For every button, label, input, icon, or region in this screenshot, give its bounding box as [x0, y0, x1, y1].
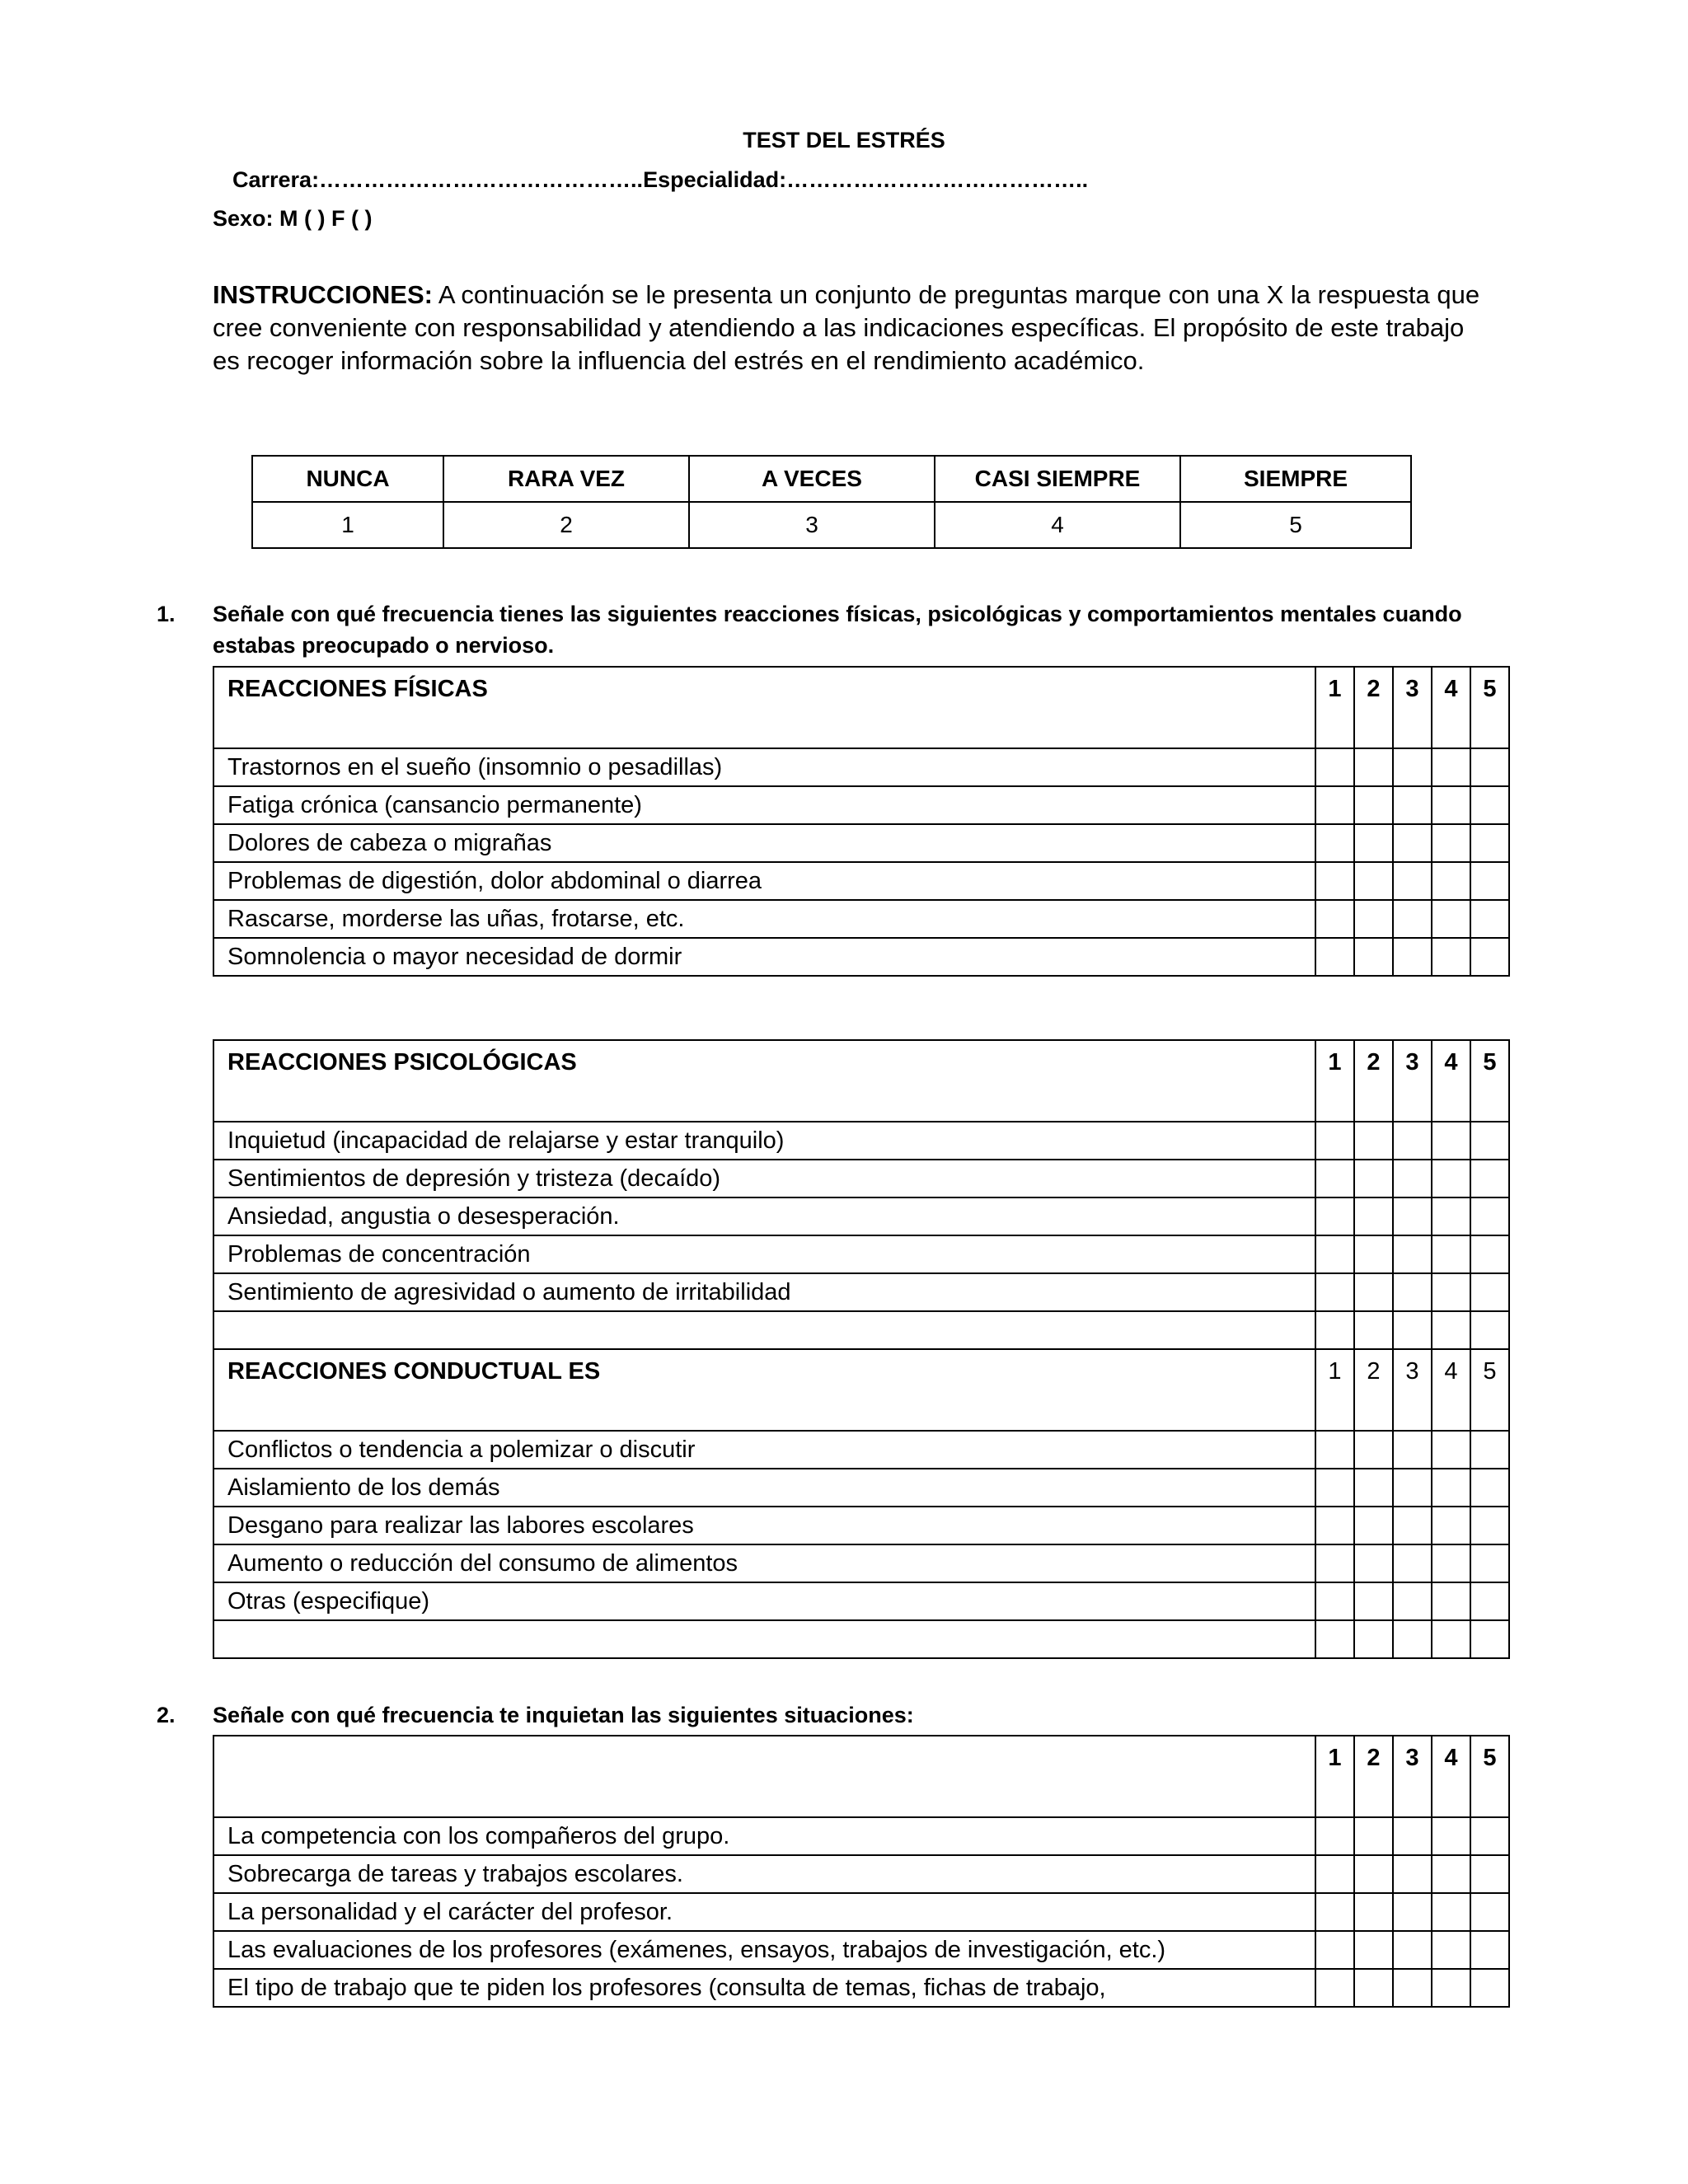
rating-checkbox-cell[interactable]	[1470, 1817, 1509, 1855]
table-row	[213, 900, 1509, 938]
rating-checkbox-cell[interactable]	[1354, 1431, 1393, 1469]
rating-checkbox-cell[interactable]	[1354, 1931, 1393, 1969]
rating-checkbox-cell[interactable]	[1393, 1235, 1432, 1273]
rating-checkbox-cell[interactable]	[1470, 1507, 1509, 1544]
rating-checkbox-cell[interactable]	[1470, 1544, 1509, 1582]
rating-checkbox-cell[interactable]	[1432, 1431, 1470, 1469]
rating-checkbox-cell[interactable]	[1470, 938, 1509, 976]
table-row	[213, 1855, 1509, 1893]
rating-checkbox-cell[interactable]	[1315, 1544, 1354, 1582]
rating-checkbox-cell[interactable]	[1315, 900, 1354, 938]
rating-checkbox-cell[interactable]	[1315, 1469, 1354, 1507]
rating-checkbox-cell[interactable]	[1354, 1620, 1393, 1658]
rating-column-header: 4	[1432, 667, 1470, 748]
rating-checkbox-cell[interactable]	[1393, 1582, 1432, 1620]
question-number: 2.	[157, 1703, 176, 1727]
psychological-behavioral-table	[213, 1039, 1510, 1659]
rating-checkbox-cell[interactable]	[1393, 786, 1432, 824]
rating-column-header: 3	[1393, 667, 1432, 748]
rating-checkbox-cell[interactable]	[1470, 1235, 1509, 1273]
carrera-especialidad-field[interactable]: Carrera:……………………………………..Especialidad:…………………………………..	[232, 167, 1089, 192]
instructions-text: A continuación se le presenta un conjunto de preguntas marque con una X la respuesta que cree conveniente con responsabilidad y atendiendo a las indicaciones específicas. El propósito de este trabajo es recoger información sobre la influencia del estrés en el rendimiento académico.	[213, 280, 1480, 375]
rating-checkbox-cell[interactable]	[1354, 1235, 1393, 1273]
rating-column-header: 2	[1354, 1040, 1393, 1122]
rating-column-header: 3	[1393, 1736, 1432, 1817]
rating-checkbox-cell[interactable]	[1470, 1620, 1509, 1658]
rating-checkbox-cell[interactable]	[1393, 1507, 1432, 1544]
rating-checkbox-cell[interactable]	[1393, 1160, 1432, 1197]
rating-checkbox-cell[interactable]	[1432, 1122, 1470, 1160]
table-row	[213, 1817, 1509, 1855]
rating-checkbox-cell[interactable]	[1315, 1197, 1354, 1235]
scale-label: A VECES	[689, 456, 935, 502]
rating-checkbox-cell[interactable]	[1432, 1620, 1470, 1658]
rating-checkbox-cell[interactable]	[1315, 1582, 1354, 1620]
rating-checkbox-cell[interactable]	[1393, 1817, 1432, 1855]
rating-checkbox-cell[interactable]	[1315, 824, 1354, 862]
rating-column-header: 2	[1354, 667, 1393, 748]
rating-checkbox-cell[interactable]	[1470, 1582, 1509, 1620]
scale-label: SIEMPRE	[1180, 456, 1411, 502]
rating-checkbox-cell[interactable]	[1393, 1273, 1432, 1311]
rating-checkbox-cell[interactable]	[1315, 1855, 1354, 1893]
rating-checkbox-cell[interactable]	[1354, 1273, 1393, 1311]
question-number: 1.	[157, 602, 176, 626]
item-label: Trastornos en el sueño (insomnio o pesadillas)	[213, 748, 1315, 786]
rating-checkbox-cell[interactable]	[1354, 1507, 1393, 1544]
table-row	[213, 1273, 1509, 1311]
rating-checkbox-cell[interactable]	[1393, 1855, 1432, 1893]
table-row	[213, 1507, 1509, 1544]
rating-checkbox-cell[interactable]	[1432, 748, 1470, 786]
item-label: Sobrecarga de tareas y trabajos escolares.	[213, 1855, 1315, 1893]
item-label: La personalidad y el carácter del profesor.	[213, 1893, 1315, 1931]
rating-checkbox-cell[interactable]	[1354, 1582, 1393, 1620]
rating-column-header: 2	[1354, 1736, 1393, 1817]
item-label: Fatiga crónica (cansancio permanente)	[213, 786, 1315, 824]
rating-checkbox-cell[interactable]	[1315, 748, 1354, 786]
instructions	[213, 279, 1482, 377]
table-row	[213, 1931, 1509, 1969]
rating-checkbox-cell[interactable]	[1354, 1969, 1393, 2007]
rating-checkbox-cell[interactable]	[1470, 1469, 1509, 1507]
section-header	[213, 1736, 1315, 1817]
rating-checkbox-cell[interactable]	[1470, 1893, 1509, 1931]
table-row	[213, 1311, 1509, 1349]
table-row	[213, 1160, 1509, 1197]
rating-checkbox-cell[interactable]	[1470, 1855, 1509, 1893]
rating-checkbox-cell[interactable]	[1354, 862, 1393, 900]
section-header: REACCIONES PSICOLÓGICAS	[213, 1040, 1315, 1122]
rating-checkbox-cell[interactable]	[1315, 1620, 1354, 1658]
rating-column-header: 4	[1432, 1736, 1470, 1817]
rating-checkbox-cell[interactable]	[1354, 786, 1393, 824]
rating-checkbox-cell[interactable]	[1470, 1160, 1509, 1197]
rating-checkbox-cell[interactable]	[1432, 1817, 1470, 1855]
rating-checkbox-cell[interactable]	[1393, 748, 1432, 786]
rating-column-header: 1	[1315, 1349, 1354, 1431]
scale-value: 2	[443, 502, 689, 548]
table-row	[213, 786, 1509, 824]
section-header: REACCIONES CONDUCTUAL ES	[213, 1349, 1315, 1431]
rating-checkbox-cell[interactable]	[1354, 1855, 1393, 1893]
rating-column-header: 4	[1432, 1040, 1470, 1122]
rating-checkbox-cell[interactable]	[1315, 938, 1354, 976]
item-label: Problemas de digestión, dolor abdominal o diarrea	[213, 862, 1315, 900]
rating-checkbox-cell[interactable]	[1393, 900, 1432, 938]
rating-checkbox-cell[interactable]	[1470, 1197, 1509, 1235]
table-row	[213, 1469, 1509, 1507]
rating-checkbox-cell[interactable]	[1470, 1311, 1509, 1349]
document-title: TEST DEL ESTRÉS	[743, 128, 945, 152]
table-row	[213, 748, 1509, 786]
item-label: La competencia con los compañeros del grupo.	[213, 1817, 1315, 1855]
item-label: Ansiedad, angustia o desesperación.	[213, 1197, 1315, 1235]
rating-checkbox-cell[interactable]	[1393, 1431, 1432, 1469]
scale-legend-table	[251, 455, 1412, 549]
item-label: Aumento o reducción del consumo de alimentos	[213, 1544, 1315, 1582]
section-header: REACCIONES FÍSICAS	[213, 667, 1315, 748]
rating-checkbox-cell[interactable]	[1470, 824, 1509, 862]
scale-label: NUNCA	[252, 456, 443, 502]
rating-checkbox-cell[interactable]	[1432, 1311, 1470, 1349]
rating-checkbox-cell[interactable]	[1470, 786, 1509, 824]
rating-checkbox-cell[interactable]	[1470, 1931, 1509, 1969]
item-label: El tipo de trabajo que te piden los profesores (consulta de temas, fichas de trabajo,	[213, 1969, 1315, 2007]
item-label: Dolores de cabeza o migrañas	[213, 824, 1315, 862]
rating-checkbox-cell[interactable]	[1315, 1931, 1354, 1969]
table-row	[213, 824, 1509, 862]
rating-checkbox-cell[interactable]	[1432, 1273, 1470, 1311]
rating-column-header: 2	[1354, 1349, 1393, 1431]
rating-checkbox-cell[interactable]	[1432, 1507, 1470, 1544]
rating-checkbox-cell[interactable]	[1315, 1311, 1354, 1349]
item-label: Aislamiento de los demás	[213, 1469, 1315, 1507]
rating-checkbox-cell[interactable]	[1393, 1893, 1432, 1931]
rating-checkbox-cell[interactable]	[1470, 1969, 1509, 2007]
rating-checkbox-cell[interactable]	[1315, 1507, 1354, 1544]
rating-checkbox-cell[interactable]	[1315, 1235, 1354, 1273]
rating-checkbox-cell[interactable]	[1470, 748, 1509, 786]
rating-checkbox-cell[interactable]	[1432, 1855, 1470, 1893]
rating-checkbox-cell[interactable]	[1315, 1160, 1354, 1197]
table-row	[213, 1122, 1509, 1160]
rating-checkbox-cell[interactable]	[1315, 862, 1354, 900]
rating-checkbox-cell[interactable]	[1470, 1122, 1509, 1160]
rating-checkbox-cell[interactable]	[1432, 1969, 1470, 2007]
rating-checkbox-cell[interactable]	[1354, 824, 1393, 862]
table-row	[213, 1544, 1509, 1582]
rating-checkbox-cell[interactable]	[1393, 862, 1432, 900]
table-row	[213, 1620, 1509, 1658]
rating-checkbox-cell[interactable]	[1354, 1197, 1393, 1235]
rating-column-header: 5	[1470, 1736, 1509, 1817]
scale-value: 1	[252, 502, 443, 548]
rating-checkbox-cell[interactable]	[1432, 824, 1470, 862]
item-label: Sentimiento de agresividad o aumento de irritabilidad	[213, 1273, 1315, 1311]
rating-checkbox-cell[interactable]	[1354, 1469, 1393, 1507]
item-label: Las evaluaciones de los profesores (exámenes, ensayos, trabajos de investigación, etc.)	[213, 1931, 1315, 1969]
table-row	[213, 1893, 1509, 1931]
item-label: Conflictos o tendencia a polemizar o discutir	[213, 1431, 1315, 1469]
table-row	[213, 1235, 1509, 1273]
question-text: Señale con qué frecuencia te inquietan las siguientes situaciones:	[213, 1703, 914, 1727]
sexo-field[interactable]: Sexo: M ( ) F ( )	[213, 206, 373, 231]
table-row	[213, 1582, 1509, 1620]
rating-checkbox-cell[interactable]	[1432, 938, 1470, 976]
rating-checkbox-cell[interactable]	[1393, 1931, 1432, 1969]
rating-checkbox-cell[interactable]	[1354, 1544, 1393, 1582]
scale-label: RARA VEZ	[443, 456, 689, 502]
rating-checkbox-cell[interactable]	[1354, 1893, 1393, 1931]
rating-column-header: 4	[1432, 1349, 1470, 1431]
rating-checkbox-cell[interactable]	[1354, 1311, 1393, 1349]
rating-checkbox-cell[interactable]	[1470, 1431, 1509, 1469]
physical-reactions-table	[213, 666, 1510, 977]
rating-checkbox-cell[interactable]	[1470, 1273, 1509, 1311]
rating-checkbox-cell[interactable]	[1432, 1582, 1470, 1620]
rating-checkbox-cell[interactable]	[1432, 900, 1470, 938]
rating-checkbox-cell[interactable]	[1432, 1160, 1470, 1197]
table-row	[213, 938, 1509, 976]
question-text: Señale con qué frecuencia tienes las siguientes reacciones físicas, psicológicas y comportamientos mentales cuando estabas preocupado o nervioso.	[213, 602, 1462, 658]
rating-checkbox-cell[interactable]	[1393, 1311, 1432, 1349]
table-row	[213, 1431, 1509, 1469]
scale-value: 4	[935, 502, 1180, 548]
rating-checkbox-cell[interactable]	[1432, 862, 1470, 900]
rating-checkbox-cell[interactable]	[1315, 1893, 1354, 1931]
rating-column-header: 5	[1470, 667, 1509, 748]
rating-checkbox-cell[interactable]	[1315, 1122, 1354, 1160]
rating-checkbox-cell[interactable]	[1354, 1160, 1393, 1197]
rating-checkbox-cell[interactable]	[1393, 1969, 1432, 2007]
rating-checkbox-cell[interactable]	[1315, 1817, 1354, 1855]
rating-checkbox-cell[interactable]	[1432, 1197, 1470, 1235]
situations-table	[213, 1735, 1510, 2008]
rating-checkbox-cell[interactable]	[1393, 1197, 1432, 1235]
item-label: Inquietud (incapacidad de relajarse y estar tranquilo)	[213, 1122, 1315, 1160]
item-label: Problemas de concentración	[213, 1235, 1315, 1273]
item-label: Rascarse, morderse las uñas, frotarse, etc.	[213, 900, 1315, 938]
rating-checkbox-cell[interactable]	[1354, 900, 1393, 938]
rating-checkbox-cell[interactable]	[1432, 786, 1470, 824]
rating-checkbox-cell[interactable]	[1432, 1893, 1470, 1931]
rating-checkbox-cell[interactable]	[1354, 1817, 1393, 1855]
rating-checkbox-cell[interactable]	[1470, 900, 1509, 938]
instructions-label: INSTRUCCIONES:	[213, 280, 433, 309]
table-row	[213, 1197, 1509, 1235]
rating-checkbox-cell[interactable]	[1393, 1544, 1432, 1582]
rating-checkbox-cell[interactable]	[1432, 1235, 1470, 1273]
item-label: Otras (especifique)	[213, 1582, 1315, 1620]
item-label	[213, 1620, 1315, 1658]
scale-label: CASI SIEMPRE	[935, 456, 1180, 502]
rating-checkbox-cell[interactable]	[1432, 1931, 1470, 1969]
rating-checkbox-cell[interactable]	[1393, 1122, 1432, 1160]
rating-checkbox-cell[interactable]	[1393, 1469, 1432, 1507]
item-label: Sentimientos de depresión y tristeza (decaído)	[213, 1160, 1315, 1197]
rating-column-header: 1	[1315, 667, 1354, 748]
scale-value: 5	[1180, 502, 1411, 548]
rating-column-header: 3	[1393, 1040, 1432, 1122]
rating-checkbox-cell[interactable]	[1315, 1273, 1354, 1311]
rating-checkbox-cell[interactable]	[1354, 748, 1393, 786]
rating-checkbox-cell[interactable]	[1315, 1431, 1354, 1469]
item-label: Desgano para realizar las labores escolares	[213, 1507, 1315, 1544]
rating-column-header: 5	[1470, 1040, 1509, 1122]
rating-column-header: 3	[1393, 1349, 1432, 1431]
rating-checkbox-cell[interactable]	[1315, 1969, 1354, 2007]
rating-checkbox-cell[interactable]	[1393, 938, 1432, 976]
table-row	[213, 1969, 1509, 2007]
rating-checkbox-cell[interactable]	[1393, 824, 1432, 862]
item-label: Somnolencia o mayor necesidad de dormir	[213, 938, 1315, 976]
rating-column-header: 5	[1470, 1349, 1509, 1431]
rating-column-header: 1	[1315, 1736, 1354, 1817]
rating-checkbox-cell[interactable]	[1354, 938, 1393, 976]
rating-checkbox-cell[interactable]	[1470, 862, 1509, 900]
rating-checkbox-cell[interactable]	[1393, 1620, 1432, 1658]
rating-checkbox-cell[interactable]	[1315, 786, 1354, 824]
item-label	[213, 1311, 1315, 1349]
rating-checkbox-cell[interactable]	[1432, 1544, 1470, 1582]
rating-checkbox-cell[interactable]	[1432, 1469, 1470, 1507]
scale-value: 3	[689, 502, 935, 548]
rating-column-header: 1	[1315, 1040, 1354, 1122]
rating-checkbox-cell[interactable]	[1354, 1122, 1393, 1160]
table-row	[213, 862, 1509, 900]
